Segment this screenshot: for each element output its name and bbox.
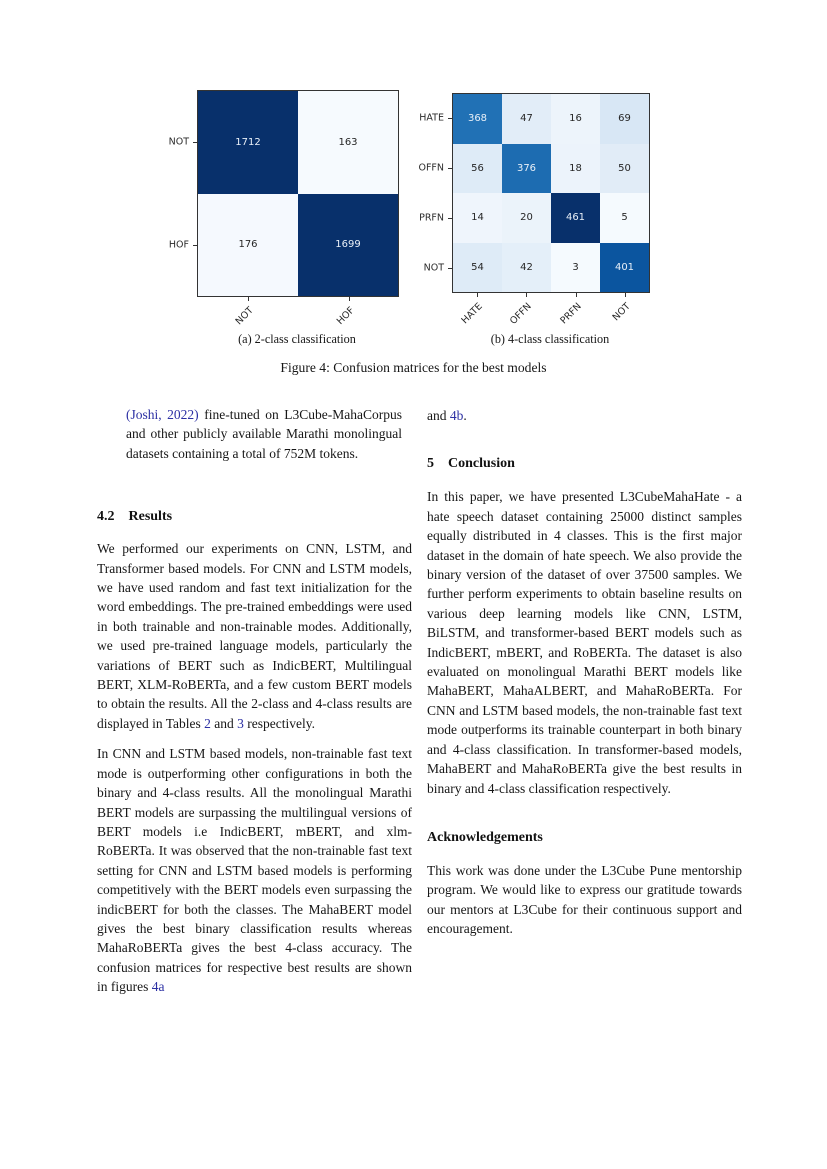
col-label: HATE	[459, 301, 485, 327]
heatmap-cell: 176	[198, 194, 298, 297]
col-label: NOT	[610, 301, 634, 324]
heatmap-cell: 461	[551, 193, 600, 243]
section-title: Results	[128, 509, 173, 525]
heatmap-cell: 14	[453, 193, 502, 243]
section-number: 4.2	[97, 509, 115, 525]
col-label: HOF	[334, 305, 357, 327]
paragraph-conclusion: In this paper, we have presented L3CubeMahaHate - a hate speech dataset containing 25000 distinct samples equally distributed in 4 classes. This is the first major dataset in the domain of hate speech. We also provide the binary version of the dataset of over 37500 samples. We further perform experiments to obtain baseline results on various deep learning models like CNN, LSTM, BiLSTM, and transformer-based BERT models such as IndicBERT, mBERT, and RoBERTa. The dataset is also evaluated on monolingual Marathi BERT models like MahaBERT, MahaALBERT, and MahaRoBERTa. For CNN and LSTM based models, the non-trainable fast text mode outperforms its trainable counterpart in both binary and 4-class classification. In transformer-based models, MahaBERT and MahaRoBERTa give the best results in binary and 4-class classification respectively.	[427, 489, 742, 796]
heatmap-cell: 376	[502, 144, 551, 194]
axis-tick	[349, 297, 350, 301]
row-label: HOF	[168, 239, 189, 251]
text-run: In CNN and LSTM based models, non-trainable fast text mode is outperforming other configurations in both the binary and 4-class results. All the monolingual Marathi BERT models are surpassing the multilingual versions of BERT models i.e IndicBERT, mBERT, and xlm-RoBERTa. It was observed that the non-trainable fast text setting for CNN and LSTM based models is performing competitively with the BERT models even surpassing the indicBERT for both the classes. The MahaBERT model gives the best binary classification results whereas MahaRoBERTa gives the best 4-class accuracy. The confusion matrices for respective best results are shown in figures	[97, 746, 412, 995]
row-label: OFFN	[418, 162, 444, 174]
confusion-matrix-2class	[168, 90, 399, 328]
section-number: 5	[427, 456, 434, 472]
panel-b-caption: (b) 4-class classification	[490, 332, 610, 346]
citation-link[interactable]: (Joshi, 2022)	[126, 407, 199, 422]
heatmap-cell: 47	[502, 94, 551, 144]
row-label: PRFN	[419, 212, 444, 224]
heatmap-cell: 54	[453, 243, 502, 293]
heatmap-cell: 401	[600, 243, 649, 293]
col-label: PRFN	[558, 301, 584, 327]
axis-tick	[526, 293, 527, 297]
heatmap-cell: 69	[600, 94, 649, 144]
heatmap-cell: 16	[551, 94, 600, 144]
citation-link[interactable]: 4a	[151, 979, 165, 995]
heatmap-cell: 163	[298, 91, 398, 194]
panel-a-caption: (a) 2-class classification	[238, 332, 356, 346]
figure-caption: Figure 4: Confusion matrices for the best models	[280, 360, 547, 375]
citation-link[interactable]: 4b	[449, 408, 464, 423]
heatmap-cell: 20	[502, 193, 551, 243]
heatmap-cell: 50	[600, 144, 649, 194]
heatmap-grid	[452, 93, 650, 293]
section-title: Conclusion	[448, 456, 515, 472]
row-label: HATE	[419, 112, 444, 124]
row-label: NOT	[423, 262, 444, 274]
left-column	[97, 400, 412, 997]
text-run: and	[427, 408, 450, 423]
paragraph-citation-intro	[126, 405, 402, 463]
heatmap-cell: 18	[551, 144, 600, 194]
heatmap-cell: 1699	[298, 194, 398, 297]
heatmap-cell: 42	[502, 243, 551, 293]
paragraph-figure-ref-continuation	[427, 406, 742, 425]
section-heading-acknowledgements: Acknowledgements	[427, 829, 543, 845]
text-run: fine-tuned on L3Cube-MahaCorpus and other publicly available Marathi monolingual datasets containing a total of 752M tokens.	[126, 407, 402, 461]
heatmap-cell: 56	[453, 144, 502, 194]
row-label: NOT	[168, 136, 189, 148]
heatmap-cell: 3	[551, 243, 600, 293]
col-label: NOT	[233, 305, 256, 328]
paragraph-results-2	[97, 744, 412, 996]
heatmap-cell: 368	[453, 94, 502, 144]
citation-link[interactable]: 3	[237, 715, 244, 731]
heatmap-grid	[197, 90, 399, 297]
citation-link[interactable]: 2	[204, 715, 211, 731]
paragraph-results-1	[97, 539, 412, 733]
axis-tick	[477, 293, 478, 297]
axis-tick	[625, 293, 626, 297]
text-run: We performed our experiments on CNN, LSTM, and Transformer based models. For CNN and LSTM models, we have used random and fast text initialization for the word embeddings. The pre-trained embeddings were used in both trainable and non-trainable modes. Additionally, we used pre-trained language models, particularly the variations of BERT such as IndicBERT, Multilingual BERT, XLM-RoBERTa, and a few custom BERT models to obtain the results. All the 2-class and 4-class results are displayed in Tables	[97, 541, 412, 731]
confusion-matrix-4class	[418, 93, 650, 327]
paragraph-acknowledgements: This work was done under the L3Cube Pune mentorship program. We would like to express our gratitude towards our mentors at L3Cube for their continuous support and encouragement.	[427, 862, 742, 937]
right-column	[427, 403, 742, 939]
heatmap-cell: 5	[600, 193, 649, 243]
col-label: OFFN	[508, 301, 535, 327]
text-run: and	[210, 715, 238, 731]
axis-tick	[248, 297, 249, 301]
section-heading-conclusion	[427, 455, 742, 473]
section-heading-results	[97, 508, 412, 526]
heatmap-cell: 1712	[198, 91, 298, 194]
text-run: respectively.	[243, 715, 316, 731]
text-run: .	[463, 408, 467, 423]
axis-tick	[576, 293, 577, 297]
